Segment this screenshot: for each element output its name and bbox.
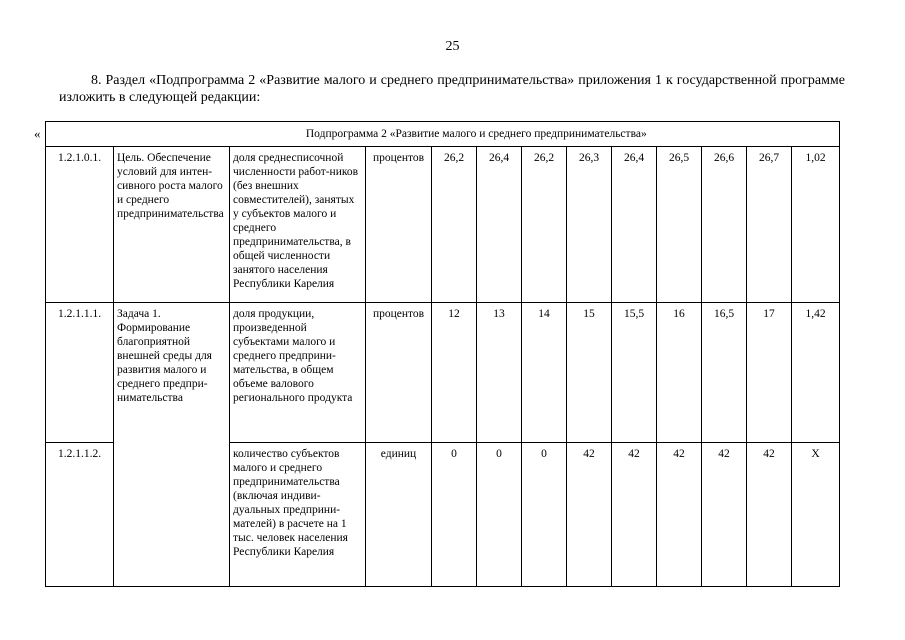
row-value: 26,3	[567, 147, 612, 303]
row-value: 16	[657, 303, 702, 443]
page-number: 25	[445, 39, 460, 54]
intro-line-2: программе изложить в следующей редакции:	[59, 73, 846, 105]
table-row	[46, 303, 840, 443]
row-value: 26,2	[522, 147, 567, 303]
row-indicator: количество субъектов малого и среднего предпринимательства (включая индиви-дуальных предприни-мателей) в расчете на 1 тыс. человек населения Республики Карелия	[230, 443, 366, 587]
row-value: 0	[432, 443, 477, 587]
table-header-row	[46, 122, 840, 147]
row-value: 15	[567, 303, 612, 443]
row-value: 16,5	[702, 303, 747, 443]
row-value: 15,5	[612, 303, 657, 443]
row-code: 1.2.1.1.1.	[46, 303, 114, 443]
row-code: 1.2.1.1.2.	[46, 443, 114, 587]
row-value: 0	[477, 443, 522, 587]
row-indicator: доля среднесписочной численности работ-ников (без внешних совместителей), занятых у субъектов малого и среднего предпринимательства, в общей численности занятого населения Республики Карелия	[230, 147, 366, 303]
row-value: 1,42	[792, 303, 840, 443]
row-value: 26,4	[477, 147, 522, 303]
row-value: 0	[522, 443, 567, 587]
row-goal: Задача 1. Формирование благоприятной внешней среды для развития малого и среднего предпри-нимательства	[114, 303, 230, 587]
row-value: 14	[522, 303, 567, 443]
row-value: 26,6	[702, 147, 747, 303]
row-value: 13	[477, 303, 522, 443]
row-value: 42	[702, 443, 747, 587]
row-unit: процентов	[366, 303, 432, 443]
row-value: 26,5	[657, 147, 702, 303]
row-value: 26,7	[747, 147, 792, 303]
row-unit: единиц	[366, 443, 432, 587]
row-value: 42	[567, 443, 612, 587]
row-value: 12	[432, 303, 477, 443]
subprogram-table	[45, 121, 840, 587]
intro-paragraph	[59, 72, 845, 106]
opening-quote-mark: «	[34, 126, 41, 141]
row-unit: процентов	[366, 147, 432, 303]
row-code: 1.2.1.0.1.	[46, 147, 114, 303]
row-value: 1,02	[792, 147, 840, 303]
row-value: 26,4	[612, 147, 657, 303]
table-row	[46, 147, 840, 303]
row-value: Х	[792, 443, 840, 587]
row-value: 42	[612, 443, 657, 587]
row-value: 17	[747, 303, 792, 443]
row-value: 26,2	[432, 147, 477, 303]
table-header: Подпрограмма 2 «Развитие малого и среднего предпринимательства»	[114, 122, 840, 147]
row-value: 42	[657, 443, 702, 587]
row-goal: Цель. Обеспечение условий для интен-сивного роста малого и среднего предпринимательства	[114, 147, 230, 303]
row-indicator: доля продукции, произведенной субъектами малого и среднего предприни-мательства, в общем объеме валового регионального продукта	[230, 303, 366, 443]
intro-line-1: 8. Раздел «Подпрограмма 2 «Развитие малого и среднего предпринимательства» приложения 1 к государственной	[91, 73, 777, 88]
row-value: 42	[747, 443, 792, 587]
